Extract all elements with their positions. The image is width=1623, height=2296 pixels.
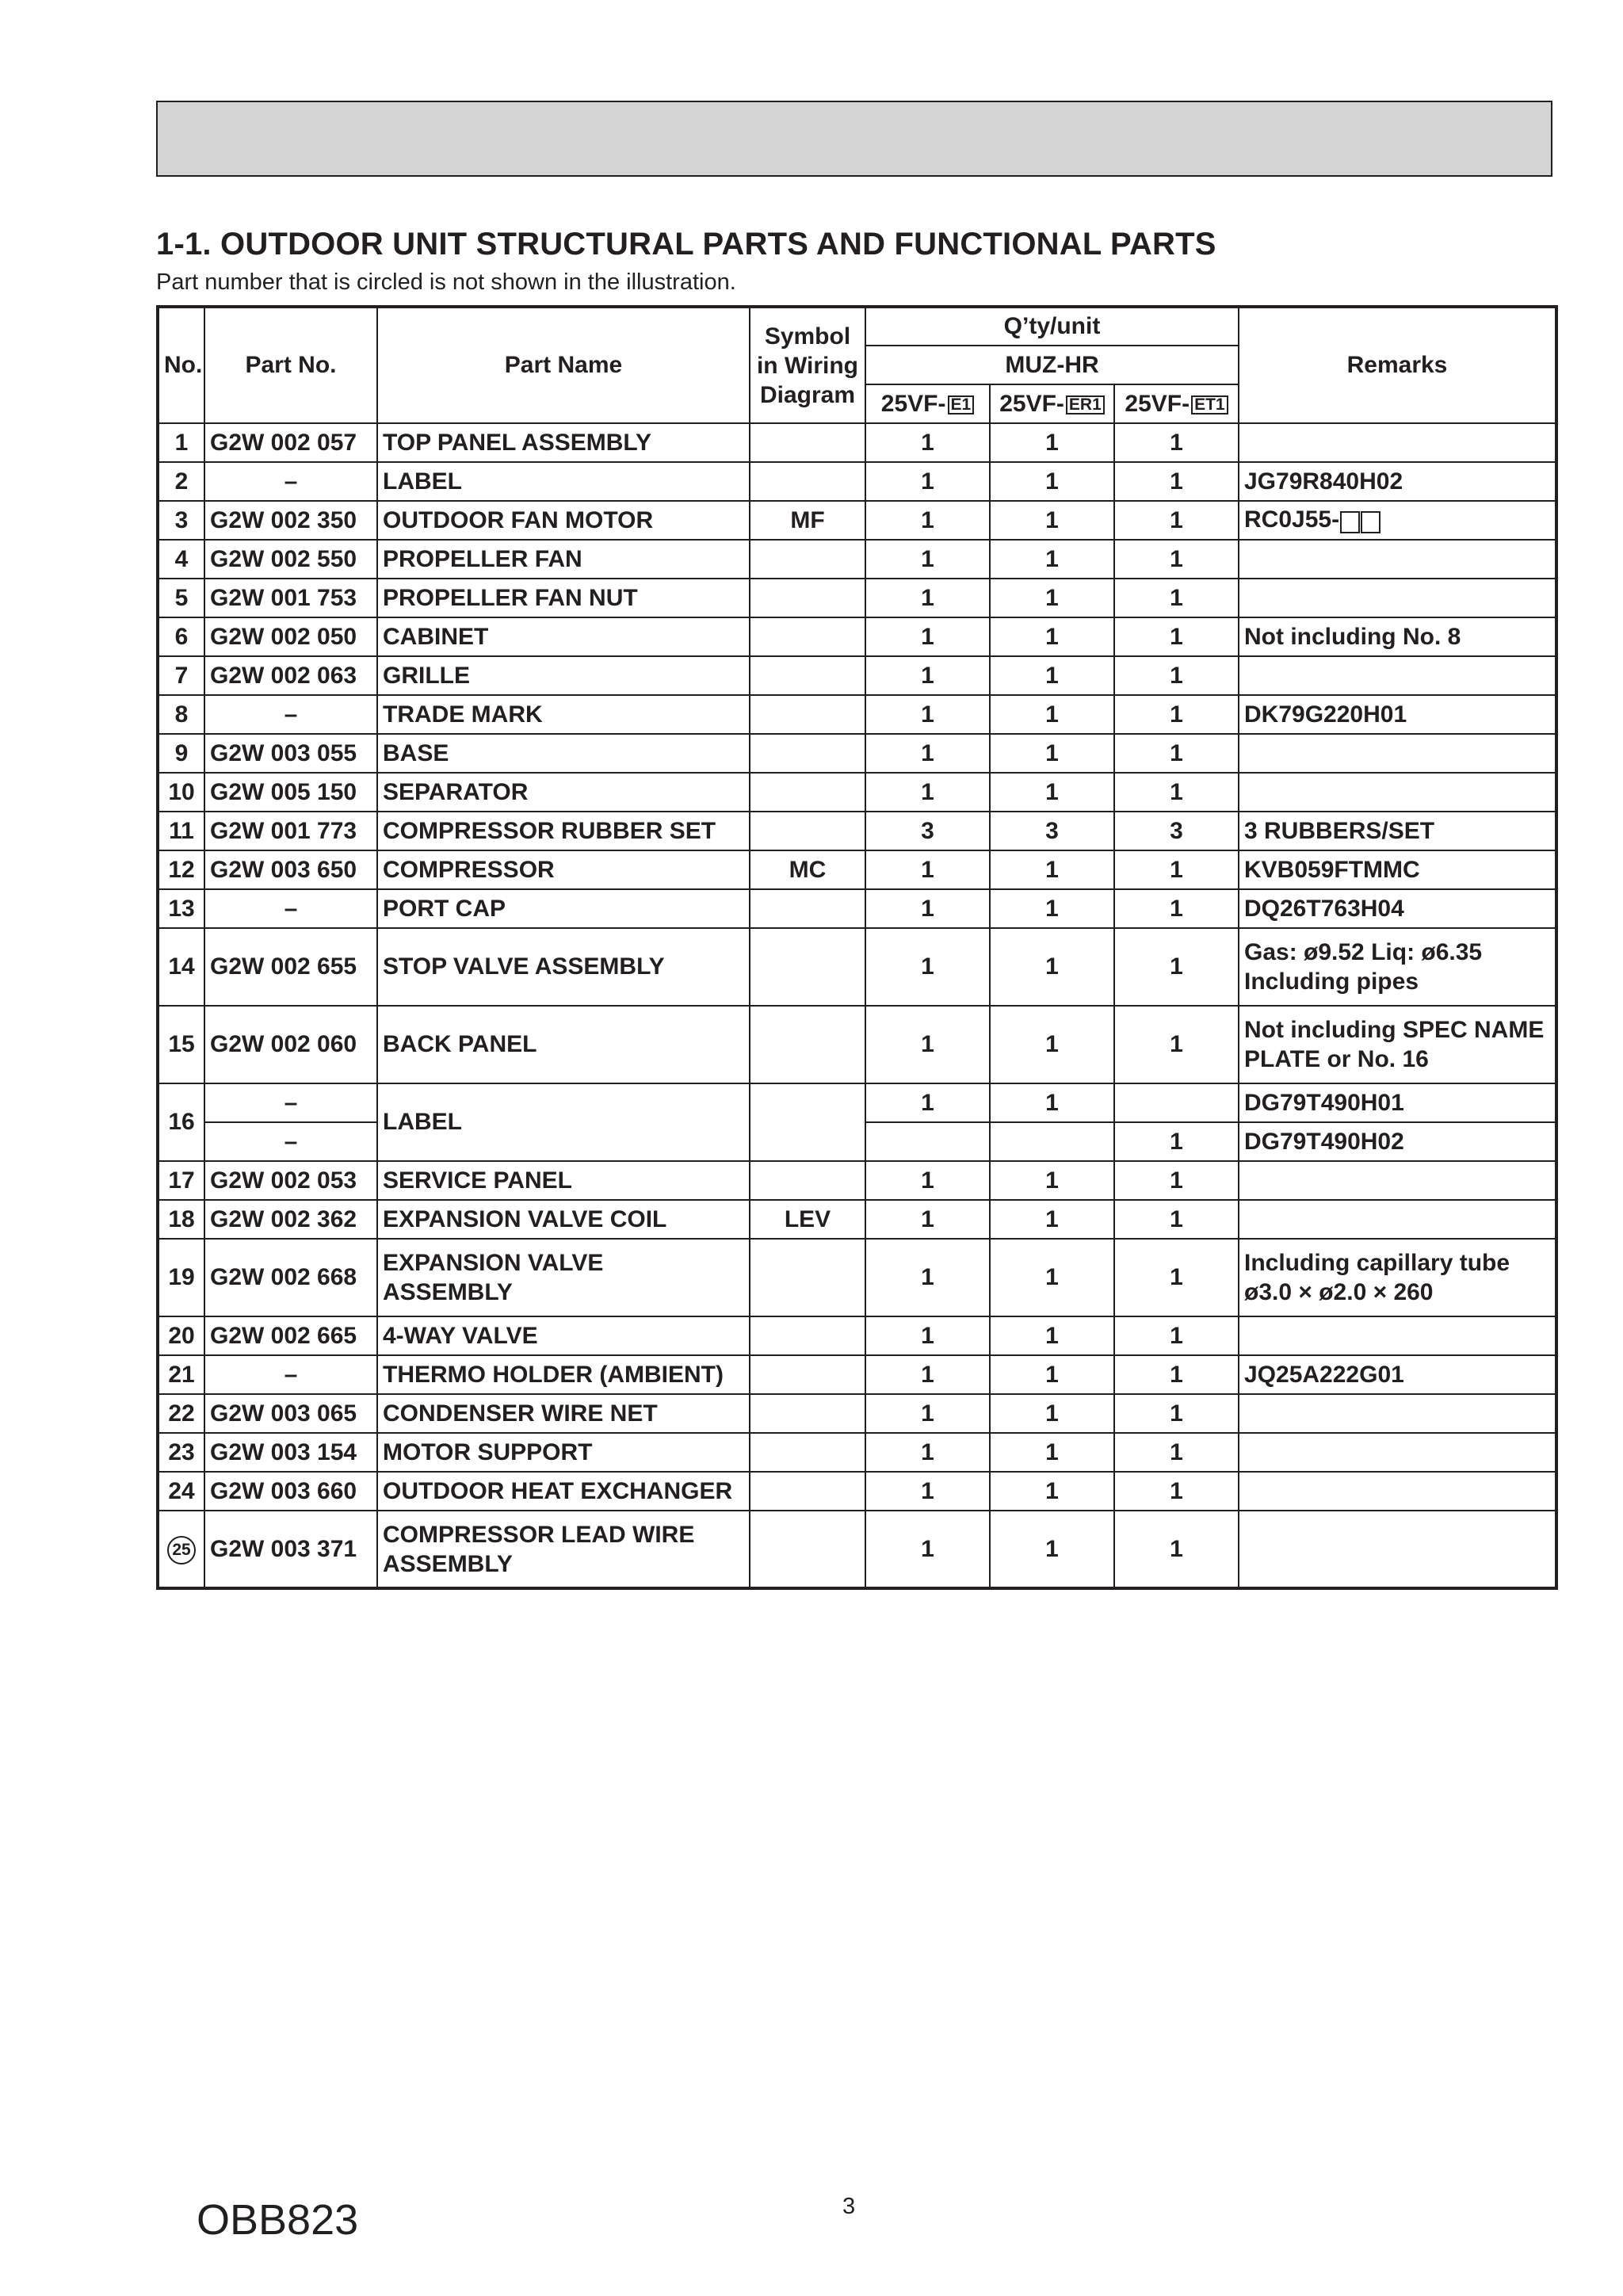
row-symbol: [750, 540, 865, 579]
row-remarks: [1239, 850, 1556, 889]
row-part-no: G2W 003 650: [204, 850, 377, 889]
row-qty-1: 3: [865, 812, 990, 850]
row-qty-1: 1: [865, 1239, 990, 1316]
row-part-no: G2W 002 665: [204, 1316, 377, 1355]
row-qty-3: [1114, 1083, 1239, 1122]
table-row: [158, 1161, 1556, 1200]
row-part-no: –: [204, 1083, 377, 1122]
row-part-no: G2W 003 065: [204, 1394, 377, 1433]
header-symbol: [750, 307, 865, 423]
row-part-no: –: [204, 1355, 377, 1394]
row-symbol: [750, 1161, 865, 1200]
header-model: MUZ-HR: [865, 346, 1239, 384]
row-part-name: [377, 1511, 750, 1588]
row-qty-2: 1: [990, 1355, 1114, 1394]
row-symbol: [750, 695, 865, 734]
row-part-name: COMPRESSOR RUBBER SET: [377, 812, 750, 850]
row-part-no: G2W 002 362: [204, 1200, 377, 1239]
row-qty-2: 1: [990, 1433, 1114, 1472]
row-remarks: [1239, 501, 1556, 540]
row-remarks: [1239, 773, 1556, 812]
row-qty-1: 1: [865, 773, 990, 812]
row-part-name: MOTOR SUPPORT: [377, 1433, 750, 1472]
row-qty-2: 1: [990, 1083, 1114, 1122]
row-qty-3: 1: [1114, 1394, 1239, 1433]
table-row: [158, 423, 1556, 462]
row-qty-3: 1: [1114, 1433, 1239, 1472]
row-qty-1: 1: [865, 656, 990, 695]
row-no: 24: [158, 1472, 204, 1511]
row-qty-2: 1: [990, 656, 1114, 695]
header-remarks: Remarks: [1239, 307, 1556, 423]
row-symbol: [750, 423, 865, 462]
row-remarks: [1239, 928, 1556, 1006]
section-subtitle: Part number that is circled is not shown in the illustration.: [156, 269, 736, 295]
part-name-line-1: COMPRESSOR LEAD WIRE: [383, 1521, 695, 1548]
table-row: [158, 889, 1556, 928]
row-qty-2: 1: [990, 423, 1114, 462]
remarks-text: Not including No. 8: [1244, 624, 1461, 650]
row-qty-2: 1: [990, 1472, 1114, 1511]
page-number: 3: [842, 2194, 856, 2219]
row-no: 7: [158, 656, 204, 695]
row-qty-2: 1: [990, 1161, 1114, 1200]
row-symbol: [750, 1472, 865, 1511]
table-row: [158, 656, 1556, 695]
row-remarks: [1239, 695, 1556, 734]
row-qty-1: 1: [865, 501, 990, 540]
row-remarks: [1239, 889, 1556, 928]
variant-base: 25VF-: [880, 390, 946, 417]
row-qty-2: 1: [990, 617, 1114, 656]
table-row: [158, 1200, 1556, 1239]
header-symbol-line-2: in Wiring: [756, 352, 859, 379]
row-qty-2: 1: [990, 1394, 1114, 1433]
row-remarks: [1239, 1433, 1556, 1472]
row-qty-1: 1: [865, 1472, 990, 1511]
row-qty-2: 1: [990, 501, 1114, 540]
row-qty-2: 1: [990, 695, 1114, 734]
table-row: [158, 734, 1556, 773]
header-symbol-line-1: Symbol: [764, 323, 851, 350]
row-no: 5: [158, 579, 204, 617]
row-no: 21: [158, 1355, 204, 1394]
table-row: [158, 462, 1556, 501]
row-remarks: [1239, 1355, 1556, 1394]
row-no: 20: [158, 1316, 204, 1355]
row-no: 17: [158, 1161, 204, 1200]
row-symbol: [750, 617, 865, 656]
row-qty-2: 1: [990, 1511, 1114, 1588]
variant-base: 25VF-: [999, 390, 1064, 417]
row-part-no: G2W 002 053: [204, 1161, 377, 1200]
row-qty-3: 1: [1114, 656, 1239, 695]
row-remarks: [1239, 1006, 1556, 1083]
row-qty-1: 1: [865, 1355, 990, 1394]
table-row: [158, 773, 1556, 812]
row-qty-2: 1: [990, 1006, 1114, 1083]
row-qty-3: 1: [1114, 695, 1239, 734]
table-row: [158, 1433, 1556, 1472]
row-part-no: –: [204, 695, 377, 734]
header-variant-2: [990, 384, 1114, 423]
row-part-name: OUTDOOR FAN MOTOR: [377, 501, 750, 540]
row-no: 12: [158, 850, 204, 889]
row-qty-3: 1: [1114, 462, 1239, 501]
row-no: 6: [158, 617, 204, 656]
remarks-text: KVB059FTMMC: [1244, 857, 1420, 883]
row-qty-1: 1: [865, 579, 990, 617]
row-part-no: –: [204, 1122, 377, 1161]
table-row: [158, 1472, 1556, 1511]
box-1: [1340, 511, 1360, 533]
part-name-line-1: EXPANSION VALVE: [383, 1250, 604, 1276]
row-part-name: GRILLE: [377, 656, 750, 695]
table-row: [158, 579, 1556, 617]
row-part-no: G2W 003 055: [204, 734, 377, 773]
header-no: No.: [158, 307, 204, 423]
row-part-no: G2W 002 550: [204, 540, 377, 579]
remarks-line-1: Not including SPEC NAME: [1244, 1017, 1545, 1043]
row-symbol: [750, 579, 865, 617]
row-remarks: [1239, 1239, 1556, 1316]
variant-suffix: E1: [948, 395, 975, 415]
row-qty-2: 1: [990, 1239, 1114, 1316]
row-remarks: [1239, 540, 1556, 579]
row-qty-1: 1: [865, 1394, 990, 1433]
row-symbol: [750, 1511, 865, 1588]
row-no: 10: [158, 773, 204, 812]
row-remarks: [1239, 812, 1556, 850]
row-part-name: PROPELLER FAN NUT: [377, 579, 750, 617]
row-qty-3: 1: [1114, 1511, 1239, 1588]
row-qty-2: 1: [990, 773, 1114, 812]
row-part-no: G2W 003 660: [204, 1472, 377, 1511]
table-row: [158, 1316, 1556, 1355]
parts-table-body: [158, 423, 1556, 1588]
row-qty-2: 1: [990, 1316, 1114, 1355]
row-qty-2: 1: [990, 734, 1114, 773]
row-qty-1: [865, 1122, 990, 1161]
row-part-name: 4-WAY VALVE: [377, 1316, 750, 1355]
row-qty-2: 1: [990, 889, 1114, 928]
table-row: [158, 1511, 1556, 1588]
table-row: [158, 501, 1556, 540]
row-remarks: [1239, 1511, 1556, 1588]
table-row: [158, 850, 1556, 889]
row-remarks: [1239, 423, 1556, 462]
row-part-name: BASE: [377, 734, 750, 773]
header-part-no: Part No.: [204, 307, 377, 423]
row-remarks: [1239, 579, 1556, 617]
row-qty-1: 1: [865, 695, 990, 734]
row-part-no: G2W 002 655: [204, 928, 377, 1006]
row-part-no: G2W 001 753: [204, 579, 377, 617]
row-remarks: [1239, 462, 1556, 501]
row-qty-1: 1: [865, 423, 990, 462]
row-qty-3: 1: [1114, 501, 1239, 540]
row-symbol: [750, 1355, 865, 1394]
row-symbol: [750, 656, 865, 695]
remarks-text: 3 RUBBERS/SET: [1244, 818, 1435, 844]
remarks-text: RC0J55-: [1244, 506, 1340, 533]
row-part-no: G2W 001 773: [204, 812, 377, 850]
part-name-line-2: ASSEMBLY: [383, 1550, 513, 1577]
variant-suffix: ER1: [1066, 395, 1105, 415]
remarks-text: JG79R840H02: [1244, 468, 1403, 495]
row-part-no: –: [204, 462, 377, 501]
row-part-no: G2W 005 150: [204, 773, 377, 812]
remarks-text: DQ26T763H04: [1244, 896, 1404, 922]
row-part-name: PROPELLER FAN: [377, 540, 750, 579]
row-qty-2: 3: [990, 812, 1114, 850]
row-part-name: COMPRESSOR: [377, 850, 750, 889]
row-part-name: CONDENSER WIRE NET: [377, 1394, 750, 1433]
row-qty-1: 1: [865, 1511, 990, 1588]
row-qty-3: 1: [1114, 423, 1239, 462]
row-no: 22: [158, 1394, 204, 1433]
row-symbol: [750, 734, 865, 773]
row-symbol: [750, 1316, 865, 1355]
row-symbol: MF: [750, 501, 865, 540]
header-part-name: Part Name: [377, 307, 750, 423]
row-qty-3: 1: [1114, 850, 1239, 889]
row-remarks: DG79T490H02: [1239, 1122, 1556, 1161]
row-remarks: [1239, 656, 1556, 695]
row-no: 15: [158, 1006, 204, 1083]
table-row: [158, 1083, 1556, 1122]
table-row: [158, 1394, 1556, 1433]
row-part-no: G2W 002 060: [204, 1006, 377, 1083]
row-qty-3: 3: [1114, 812, 1239, 850]
row-remarks: DG79T490H01: [1239, 1083, 1556, 1122]
row-qty-1: 1: [865, 1083, 990, 1122]
remarks-text: JQ25A222G01: [1244, 1362, 1404, 1388]
header-qty: Q’ty/unit: [865, 307, 1239, 346]
row-qty-3: 1: [1114, 1239, 1239, 1316]
row-part-no: G2W 002 350: [204, 501, 377, 540]
row-symbol: [750, 1006, 865, 1083]
remarks-line-2: Including pipes: [1244, 968, 1419, 995]
row-no: 8: [158, 695, 204, 734]
row-part-no: G2W 003 154: [204, 1433, 377, 1472]
row-part-name: TOP PANEL ASSEMBLY: [377, 423, 750, 462]
row-no: 16: [158, 1083, 204, 1161]
row-symbol: [750, 928, 865, 1006]
row-qty-3: 1: [1114, 928, 1239, 1006]
row-symbol: [750, 1083, 865, 1161]
row-qty-3: 1: [1114, 1472, 1239, 1511]
row-part-no: G2W 002 063: [204, 656, 377, 695]
variant-base: 25VF-: [1125, 390, 1190, 417]
row-remarks: [1239, 734, 1556, 773]
circled-number: 25: [167, 1536, 196, 1564]
row-qty-3: 1: [1114, 1316, 1239, 1355]
table-row: [158, 540, 1556, 579]
row-part-name: EXPANSION VALVE COIL: [377, 1200, 750, 1239]
row-symbol: LEV: [750, 1200, 865, 1239]
remarks-line-1: Including capillary tube: [1244, 1250, 1510, 1276]
row-qty-2: 1: [990, 850, 1114, 889]
table-row: [158, 1239, 1556, 1316]
header-variant-3: [1114, 384, 1239, 423]
box-2: [1361, 511, 1381, 533]
row-qty-2: [990, 1122, 1114, 1161]
row-part-name: SERVICE PANEL: [377, 1161, 750, 1200]
row-remarks: [1239, 1200, 1556, 1239]
row-qty-3: 1: [1114, 540, 1239, 579]
row-part-no: G2W 002 050: [204, 617, 377, 656]
row-qty-2: 1: [990, 579, 1114, 617]
table-row: [158, 928, 1556, 1006]
header-banner: [156, 101, 1552, 177]
row-qty-2: 1: [990, 462, 1114, 501]
row-qty-2: 1: [990, 540, 1114, 579]
row-qty-3: 1: [1114, 1200, 1239, 1239]
row-no: 9: [158, 734, 204, 773]
row-part-no: G2W 003 371: [204, 1511, 377, 1588]
row-part-no: G2W 002 668: [204, 1239, 377, 1316]
header-row-1: [158, 307, 1556, 346]
row-qty-1: 1: [865, 1006, 990, 1083]
row-qty-1: 1: [865, 1200, 990, 1239]
row-qty-3: 1: [1114, 773, 1239, 812]
row-qty-1: 1: [865, 1433, 990, 1472]
row-part-name: CABINET: [377, 617, 750, 656]
row-part-name: SEPARATOR: [377, 773, 750, 812]
row-qty-3: 1: [1114, 889, 1239, 928]
row-no: 13: [158, 889, 204, 928]
row-symbol: [750, 1394, 865, 1433]
row-symbol: [750, 462, 865, 501]
row-no: 23: [158, 1433, 204, 1472]
row-no: 2: [158, 462, 204, 501]
parts-table: [156, 305, 1558, 1590]
row-part-no: G2W 002 057: [204, 423, 377, 462]
variant-suffix: ET1: [1191, 395, 1228, 415]
row-part-name: STOP VALVE ASSEMBLY: [377, 928, 750, 1006]
row-no: 18: [158, 1200, 204, 1239]
row-qty-1: 1: [865, 1161, 990, 1200]
row-part-name: TRADE MARK: [377, 695, 750, 734]
row-no: 3: [158, 501, 204, 540]
row-qty-3: 1: [1114, 1355, 1239, 1394]
row-qty-3: 1: [1114, 1122, 1239, 1161]
header-symbol-line-3: Diagram: [759, 381, 856, 408]
row-qty-2: 1: [990, 1200, 1114, 1239]
row-remarks: [1239, 1316, 1556, 1355]
row-qty-3: 1: [1114, 734, 1239, 773]
row-no: 1: [158, 423, 204, 462]
row-qty-3: 1: [1114, 1006, 1239, 1083]
row-no: 4: [158, 540, 204, 579]
section-title: 1-1. OUTDOOR UNIT STRUCTURAL PARTS AND FUNCTIONAL PARTS: [156, 227, 1216, 262]
row-symbol: MC: [750, 850, 865, 889]
row-qty-1: 1: [865, 889, 990, 928]
suffix-boxes: [1339, 506, 1381, 536]
row-qty-1: 1: [865, 1316, 990, 1355]
row-part-name: THERMO HOLDER (AMBIENT): [377, 1355, 750, 1394]
row-symbol: [750, 1433, 865, 1472]
parts-table-container: [156, 305, 1558, 1590]
row-symbol: [750, 1239, 865, 1316]
row-part-name: LABEL: [377, 1083, 750, 1161]
row-no: 14: [158, 928, 204, 1006]
row-qty-1: 1: [865, 617, 990, 656]
part-name-line-2: ASSEMBLY: [383, 1279, 513, 1305]
row-qty-1: 1: [865, 928, 990, 1006]
row-part-name: OUTDOOR HEAT EXCHANGER: [377, 1472, 750, 1511]
row-remarks: [1239, 617, 1556, 656]
row-qty-1: 1: [865, 850, 990, 889]
row-no: [158, 1511, 204, 1588]
row-symbol: [750, 812, 865, 850]
row-qty-3: 1: [1114, 617, 1239, 656]
remarks-line-2: ø3.0 × ø2.0 × 260: [1244, 1279, 1434, 1305]
remarks-line-2: PLATE or No. 16: [1244, 1046, 1429, 1072]
header-variant-1: [865, 384, 990, 423]
table-row: [158, 1355, 1556, 1394]
table-row: [158, 695, 1556, 734]
row-qty-3: 1: [1114, 579, 1239, 617]
remarks-line-1: Gas: ø9.52 Liq: ø6.35: [1244, 939, 1483, 965]
row-no: 19: [158, 1239, 204, 1316]
row-remarks: [1239, 1161, 1556, 1200]
row-remarks: [1239, 1394, 1556, 1433]
row-remarks: [1239, 1472, 1556, 1511]
table-row: [158, 1006, 1556, 1083]
row-part-name: LABEL: [377, 462, 750, 501]
row-no: 11: [158, 812, 204, 850]
row-qty-1: 1: [865, 462, 990, 501]
row-part-name: BACK PANEL: [377, 1006, 750, 1083]
row-qty-1: 1: [865, 540, 990, 579]
row-part-name: PORT CAP: [377, 889, 750, 928]
row-qty-1: 1: [865, 734, 990, 773]
table-row: [158, 812, 1556, 850]
row-symbol: [750, 889, 865, 928]
table-row: [158, 617, 1556, 656]
row-part-name: [377, 1239, 750, 1316]
remarks-text: DK79G220H01: [1244, 701, 1407, 728]
row-part-no: –: [204, 889, 377, 928]
document-code: OBB823: [197, 2196, 359, 2244]
row-qty-2: 1: [990, 928, 1114, 1006]
row-qty-3: 1: [1114, 1161, 1239, 1200]
row-symbol: [750, 773, 865, 812]
